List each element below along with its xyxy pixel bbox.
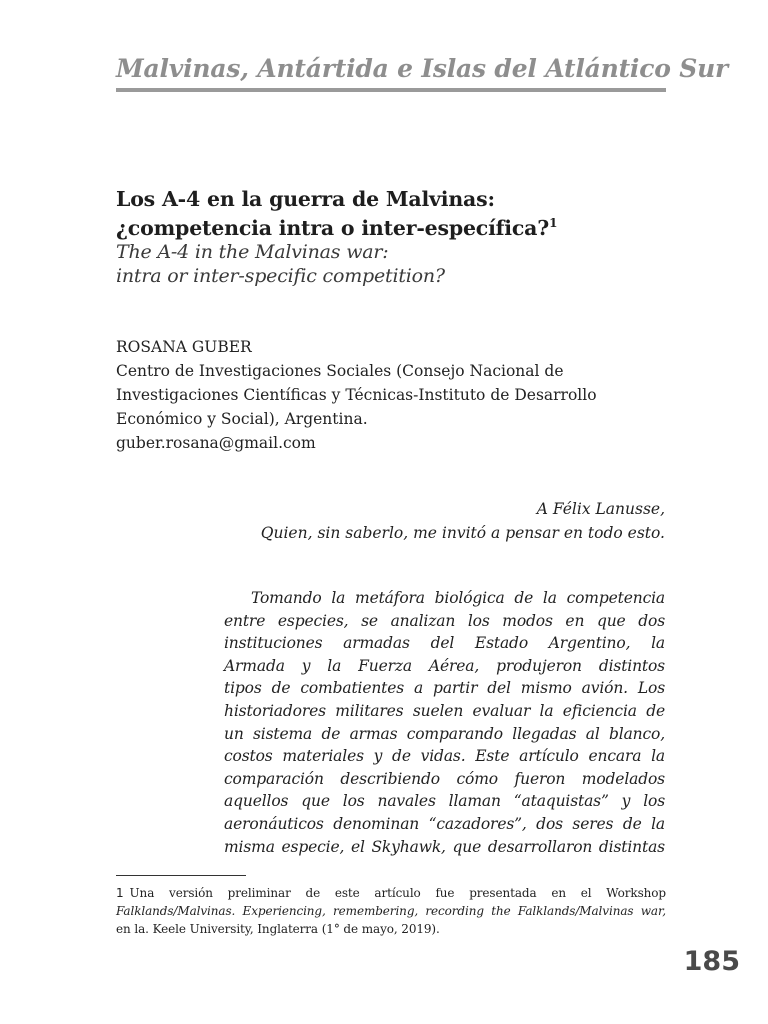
footnote-line-1 — [116, 884, 666, 902]
article-title-block — [116, 187, 676, 288]
running-head: Malvinas, Antártida e Islas del Atlántico Sur — [116, 54, 729, 83]
article-title-text: ¿competencia intra o inter-específica? — [116, 216, 550, 240]
abstract — [224, 587, 665, 858]
footnote-text-1: Una versión preliminar de este artículo fue presentada en el Workshop — [129, 886, 666, 900]
author-email: guber.rosana@gmail.com — [116, 434, 316, 452]
footnote-line-3: en la. Keele University, Inglaterra (1° de mayo, 2019). — [116, 922, 440, 936]
page-number: 185 — [683, 946, 740, 977]
article-title-line-1: Los A-4 en la guerra de Malvinas: — [116, 187, 495, 211]
abstract-line: comparación describiendo cómo fueron modelados — [224, 769, 665, 788]
footnote-line-2: Falklands/Malvinas. Experiencing, remembering, recording the Falklands/Malvinas war, — [116, 904, 666, 918]
dedication-line-1: A Félix Lanusse, — [536, 500, 665, 518]
header-rule — [116, 88, 666, 92]
author-affiliation-line-1: Centro de Investigaciones Sociales (Consejo Nacional de — [116, 362, 564, 380]
author-name: ROSANA GUBER — [116, 338, 252, 356]
abstract-line: instituciones armadas del Estado Argentino, la — [224, 634, 665, 653]
abstract-line: aeronáuticos denominan “cazadores”, dos seres de la — [224, 814, 665, 833]
article-title-line-2 — [116, 211, 676, 240]
title-footnote-mark: 1 — [549, 216, 558, 230]
abstract-line: aquellos que los navales llaman “ataquistas” y los — [224, 792, 665, 811]
abstract-line: Tomando la metáfora biológica de la competencia — [251, 589, 665, 607]
footnote-number: 1 — [116, 886, 124, 900]
footnote-rule — [116, 875, 246, 876]
dedication — [200, 497, 665, 545]
dedication-line-2: Quien, sin saberlo, me invitó a pensar en todo esto. — [260, 524, 665, 542]
abstract-line: entre especies, se analizan los modos en que dos — [224, 611, 665, 630]
author-block — [116, 335, 676, 455]
abstract-line: costos materiales y de vidas. Este artículo encara la — [224, 747, 665, 766]
abstract-line: un sistema de armas comparando llegadas al blanco, — [224, 724, 665, 743]
abstract-line: tipos de combatientes a partir del mismo avión. Los — [224, 679, 665, 698]
author-affiliation-line-2: Investigaciones Científicas y Técnicas-Instituto de Desarrollo — [116, 386, 597, 404]
author-affiliation-line-3: Económico y Social), Argentina. — [116, 410, 368, 428]
footnote — [116, 884, 666, 938]
abstract-line: Armada y la Fuerza Aérea, produjeron distintos — [224, 656, 665, 675]
abstract-line: historiadores militares suelen evaluar la eficiencia de — [224, 701, 665, 720]
article-subtitle-line-1: The A-4 in the Malvinas war: — [116, 241, 389, 263]
article-subtitle-line-2: intra or inter-specific competition? — [116, 265, 445, 287]
abstract-line: misma especie, el Skyhawk, que desarrollaron distintas — [224, 837, 665, 856]
